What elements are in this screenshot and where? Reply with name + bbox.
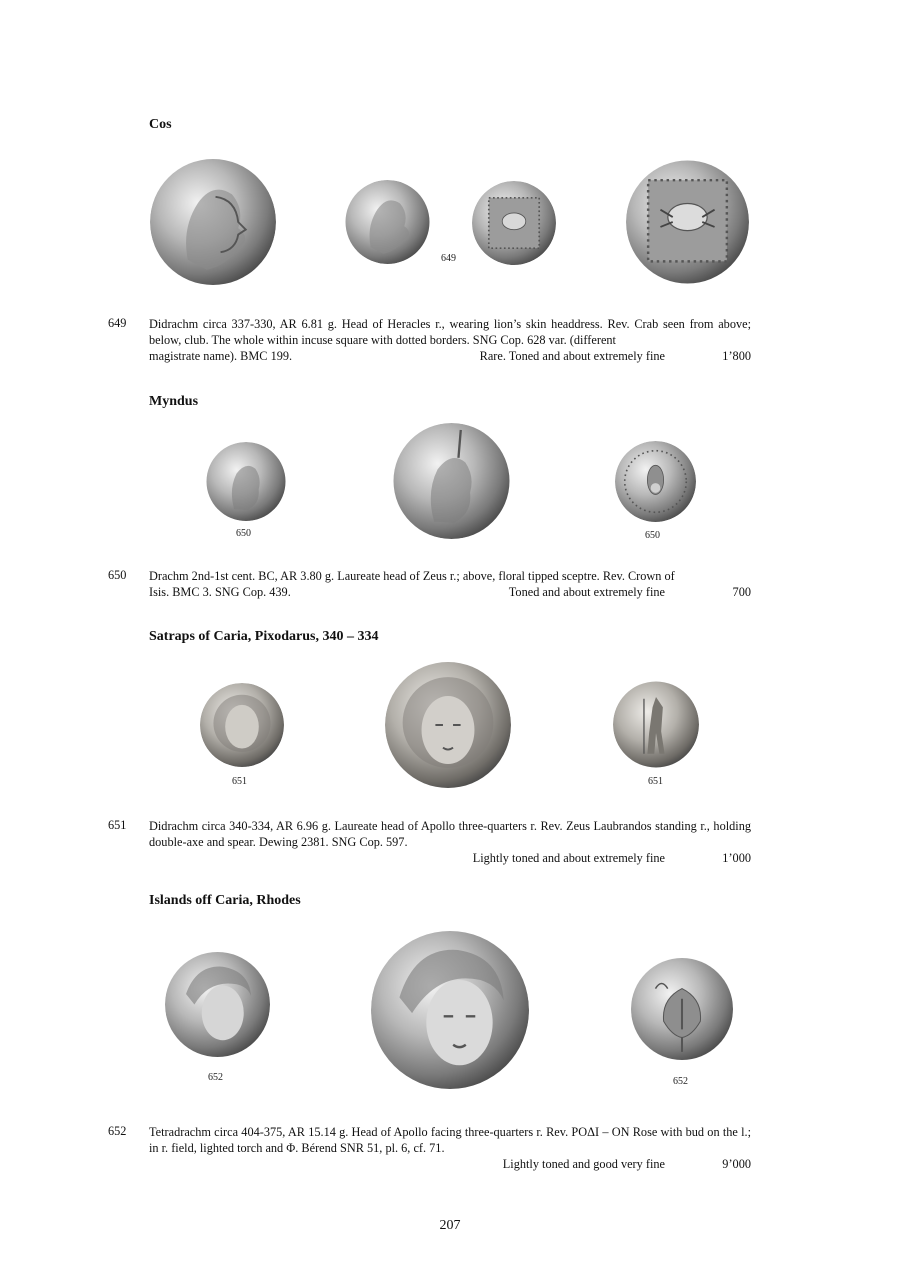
price: 1’000: [722, 851, 751, 865]
coin-650-obverse-enlarged: [390, 423, 513, 539]
coin-649-reverse-enlarged: [626, 157, 749, 287]
coin-651-reverse: [613, 681, 699, 768]
coin-label: 651: [648, 776, 663, 787]
description-text: Didrachm circa 340-334, AR 6.96 g. Laureate head of Apollo three-quarters r. Rev. Zeus Laubrandos standing r., holding double-axe and spear. Dewing 2381. SNG Cop. 597.: [149, 819, 751, 849]
coin-label: 650: [645, 530, 660, 541]
section-heading-myndus: Myndus: [149, 394, 199, 409]
condition: Lightly toned and good very fine: [502, 1157, 665, 1171]
price: 700: [732, 585, 751, 599]
coin-652-obverse-enlarged: [371, 925, 529, 1095]
coin-649-reverse: [472, 181, 556, 265]
description-text: Didrachm circa 337-330, AR 6.81 g. Head of Heracles r., wearing lion’s skin headdress. Rev. Crab seen from above; below, club. The whole within incuse square with dotted borders. SNG Cop. 628 var. (different: [149, 317, 751, 347]
description-text-end: magistrate name). BMC 199.: [149, 349, 293, 363]
condition: Lightly toned and about extremely fine: [472, 851, 665, 865]
coin-label: 652: [208, 1072, 223, 1083]
section-heading-pixodarus: Satraps of Caria, Pixodarus, 340 – 334: [149, 629, 379, 644]
coin-651-obverse: [200, 683, 284, 767]
coin-649-obverse: [345, 180, 430, 264]
coin-652-reverse: [631, 949, 733, 1069]
price: 1’800: [722, 349, 751, 363]
lot-description-652: [149, 1124, 751, 1172]
coin-label: 650: [236, 528, 251, 539]
coin-label: 651: [232, 776, 247, 787]
price: 9’000: [722, 1157, 751, 1171]
page-number: 207: [439, 1218, 461, 1233]
condition: Rare. Toned and about extremely fine: [479, 349, 665, 363]
lot-description-650: [149, 568, 751, 600]
condition: Toned and about extremely fine: [508, 585, 665, 599]
section-heading-cos: Cos: [149, 117, 172, 132]
lot-number: 649: [108, 316, 127, 330]
coin-label: 652: [673, 1076, 688, 1087]
coin-651-obverse-enlarged: [385, 660, 511, 790]
coin-label: 649: [441, 253, 456, 264]
description-text-end: Isis. BMC 3. SNG Cop. 439.: [149, 585, 291, 599]
lot-number: 652: [108, 1124, 127, 1138]
description-text: Tetradrachm circa 404-375, AR 15.14 g. Head of Apollo facing three-quarters r. Rev. POΔI – ON Rose with bud on the l.; in r. field, lighted torch and Φ. Bérend SNR 51, pl. 6, cf. 71.: [149, 1125, 751, 1155]
description-text: Drachm 2nd-1st cent. BC, AR 3.80 g. Laureate head of Zeus r.; above, floral tipped sceptre. Rev. Crown of: [149, 569, 675, 583]
description-text-end: [149, 850, 473, 866]
coin-652-obverse: [165, 948, 270, 1061]
coin-649-obverse-enlarged: [150, 158, 276, 286]
description-text-end: [149, 1156, 503, 1172]
lot-number: 651: [108, 818, 127, 832]
lot-description-651: [149, 818, 751, 866]
coin-650-reverse: [615, 441, 696, 522]
lot-description-649: [149, 316, 751, 364]
lot-number: 650: [108, 568, 127, 582]
section-heading-rhodes: Islands off Caria, Rhodes: [149, 893, 301, 908]
coin-650-obverse: [205, 442, 287, 521]
